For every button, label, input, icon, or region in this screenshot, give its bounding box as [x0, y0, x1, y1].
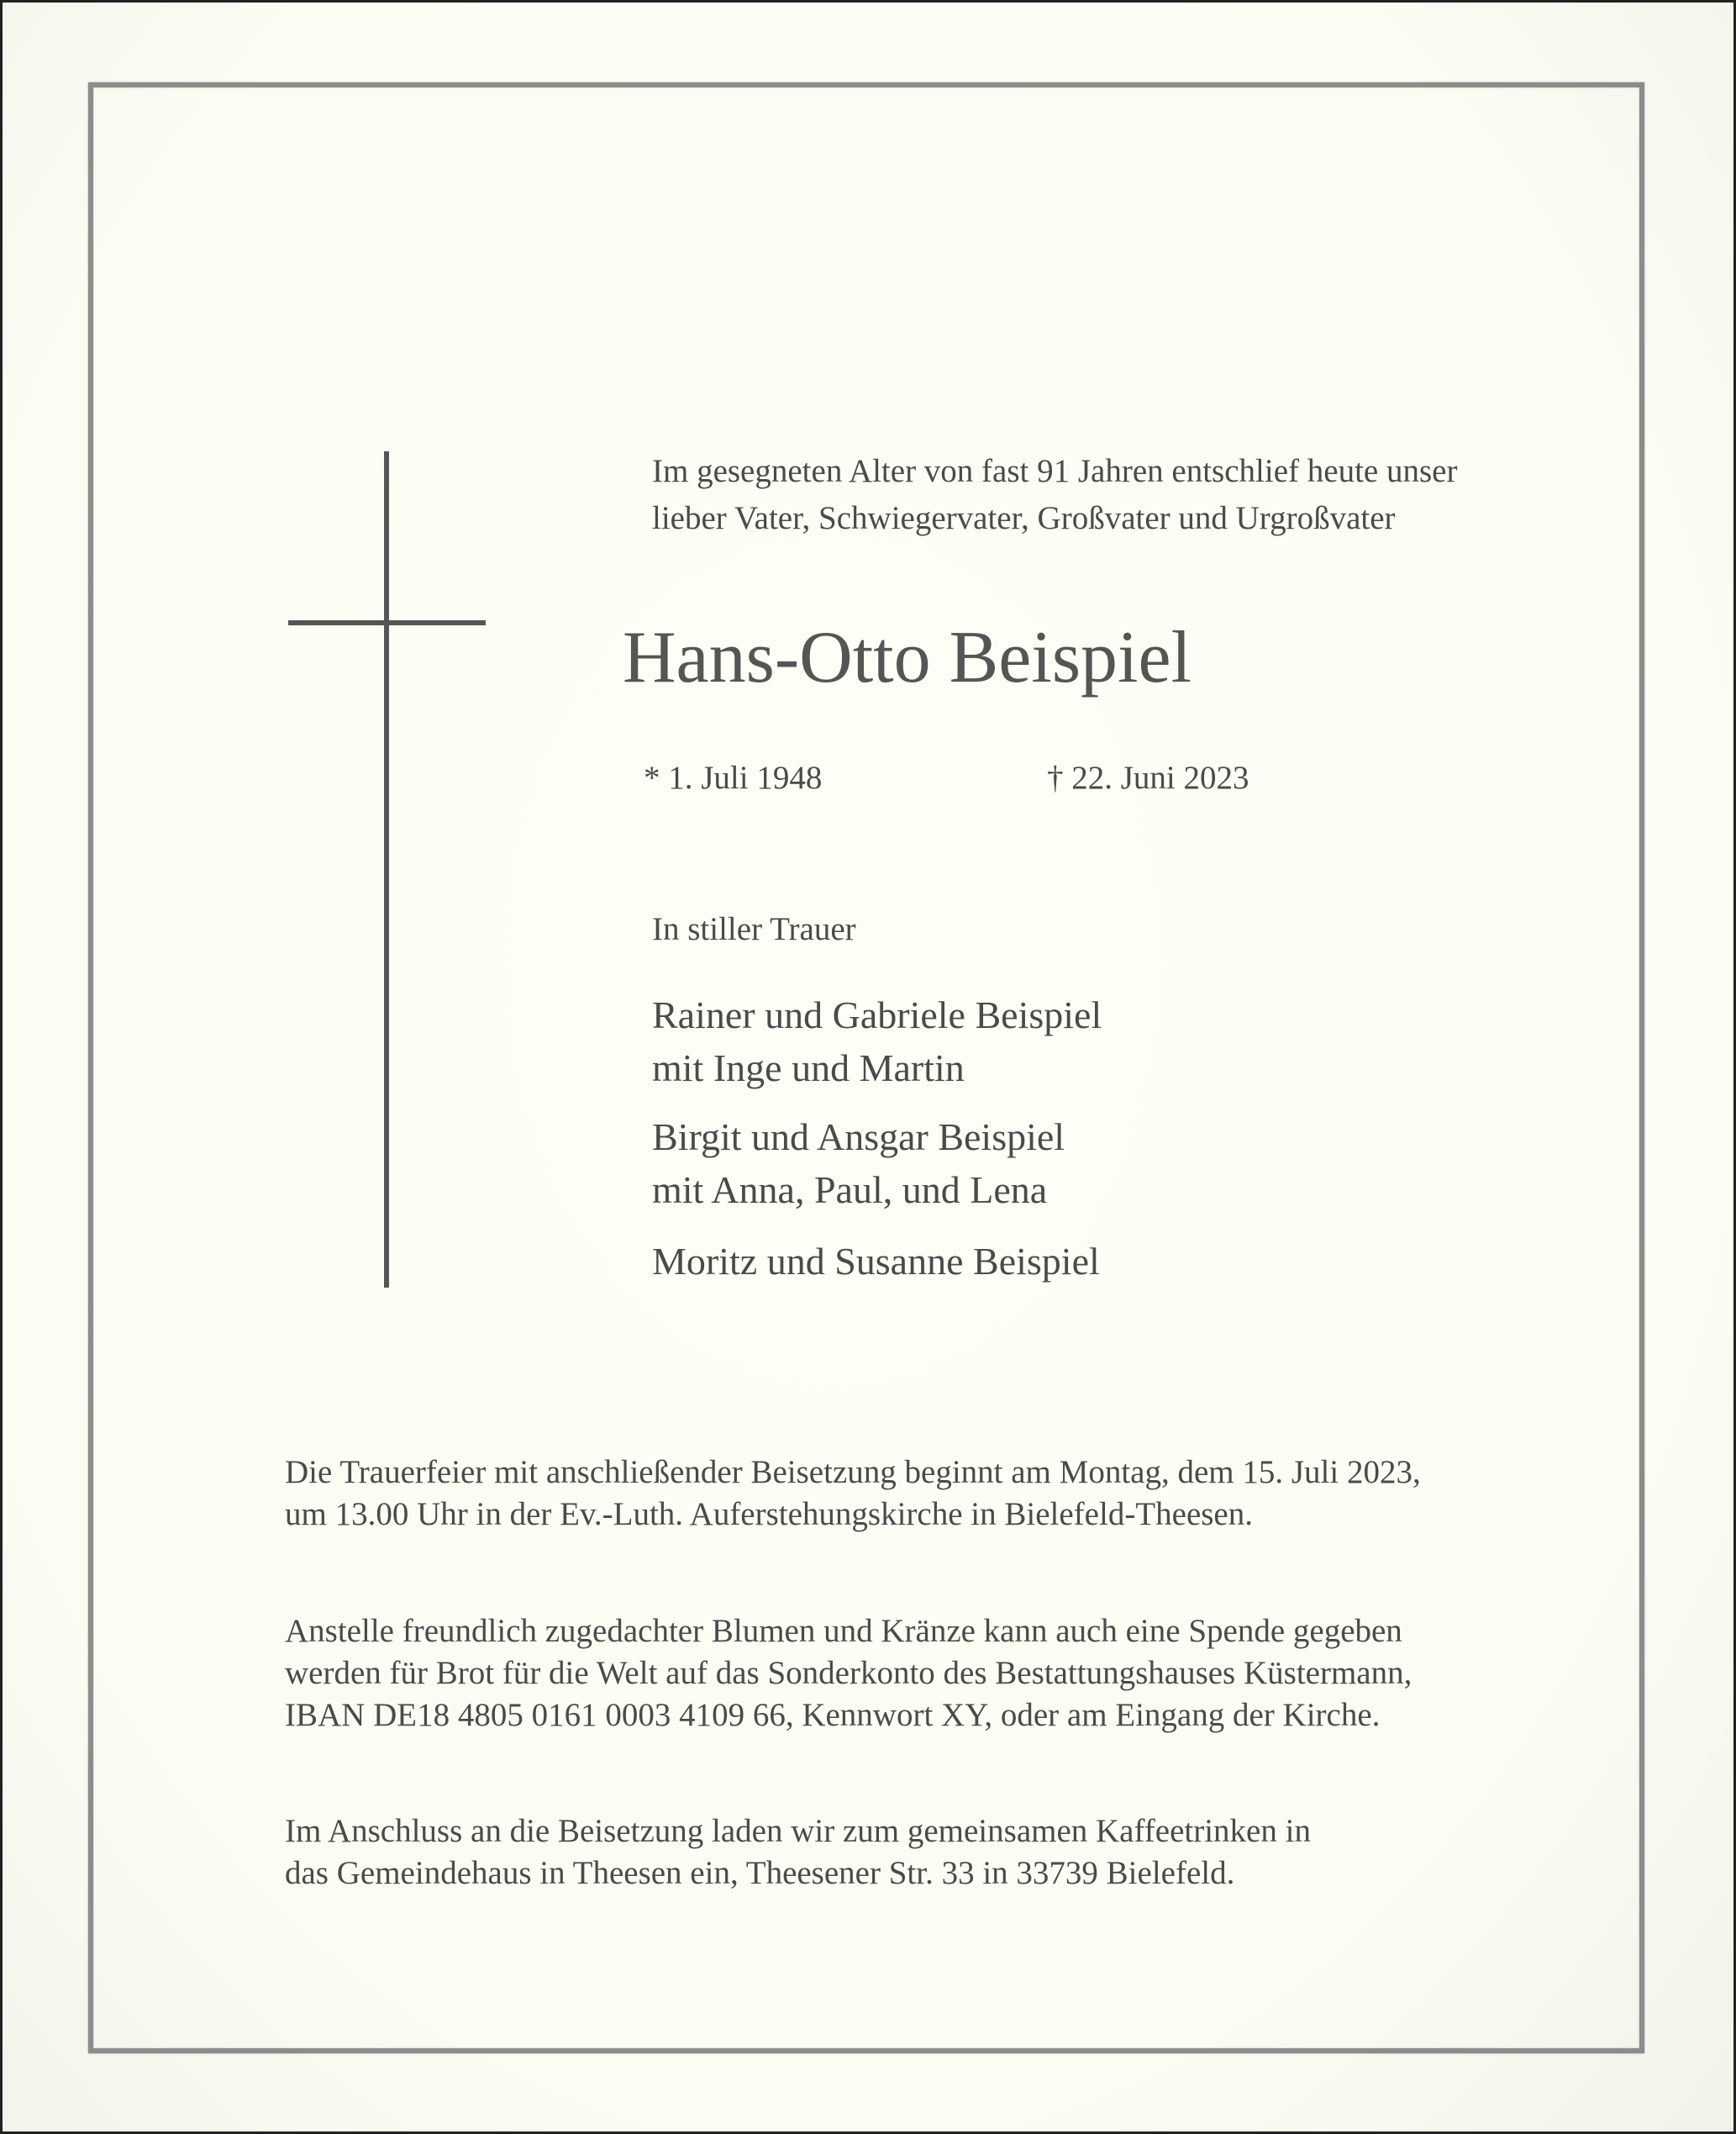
mourner-line: Moritz und Susanne Beispiel: [652, 1240, 1100, 1283]
mourner-family: [652, 1110, 1065, 1216]
mourner-line: mit Anna, Paul, und Lena: [652, 1168, 1048, 1211]
notice-line: um 13.00 Uhr in der Ev.-Luth. Auferstehungskirche in Bielefeld-Theesen.: [285, 1496, 1253, 1532]
intro-line: Im gesegneten Alter von fast 91 Jahren entschlief heute unser: [652, 453, 1458, 489]
mourner-line: mit Inge und Martin: [652, 1046, 965, 1089]
mourner-line: Birgit und Ansgar Beispiel: [652, 1115, 1065, 1158]
death-date: † 22. Juni 2023: [1047, 760, 1249, 796]
intro-line: lieber Vater, Schwiegervater, Großvater und Urgroßvater: [652, 500, 1396, 536]
cross-icon-horizontal-bar: [288, 620, 486, 625]
intro-text: [652, 448, 1457, 542]
funeral-service-notice: [285, 1452, 1421, 1536]
notice-line: werden für Brot für die Welt auf das Sonderkonto des Bestattungshauses Küstermann,: [285, 1655, 1412, 1691]
coffee-invitation-notice: [285, 1810, 1311, 1894]
notice-line: Anstelle freundlich zugedachter Blumen und Kränze kann auch eine Spende gegeben: [285, 1613, 1402, 1649]
birth-date: * 1. Juli 1948: [644, 760, 823, 796]
mourner-family: [652, 988, 1102, 1094]
notice-line: Die Trauerfeier mit anschließender Beisetzung beginnt am Montag, dem 15. Juli 2023,: [285, 1454, 1421, 1490]
mourner-line: Rainer und Gabriele Beispiel: [652, 993, 1102, 1036]
notice-line: das Gemeindehaus in Theesen ein, Theesener Str. 33 in 33739 Bielefeld.: [285, 1855, 1235, 1891]
notice-line: Im Anschluss an die Beisetzung laden wir zum gemeinsamen Kaffeetrinken in: [285, 1813, 1311, 1849]
donation-notice: [285, 1610, 1412, 1736]
mourner-family: [652, 1235, 1100, 1288]
deceased-name: Hans-Otto Beispiel: [623, 617, 1192, 698]
cross-icon-vertical-bar: [384, 451, 389, 1288]
notice-line: IBAN DE18 4805 0161 0003 4109 66, Kennwort XY, oder am Eingang der Kirche.: [285, 1697, 1381, 1733]
mourning-heading: In stiller Trauer: [652, 911, 856, 947]
